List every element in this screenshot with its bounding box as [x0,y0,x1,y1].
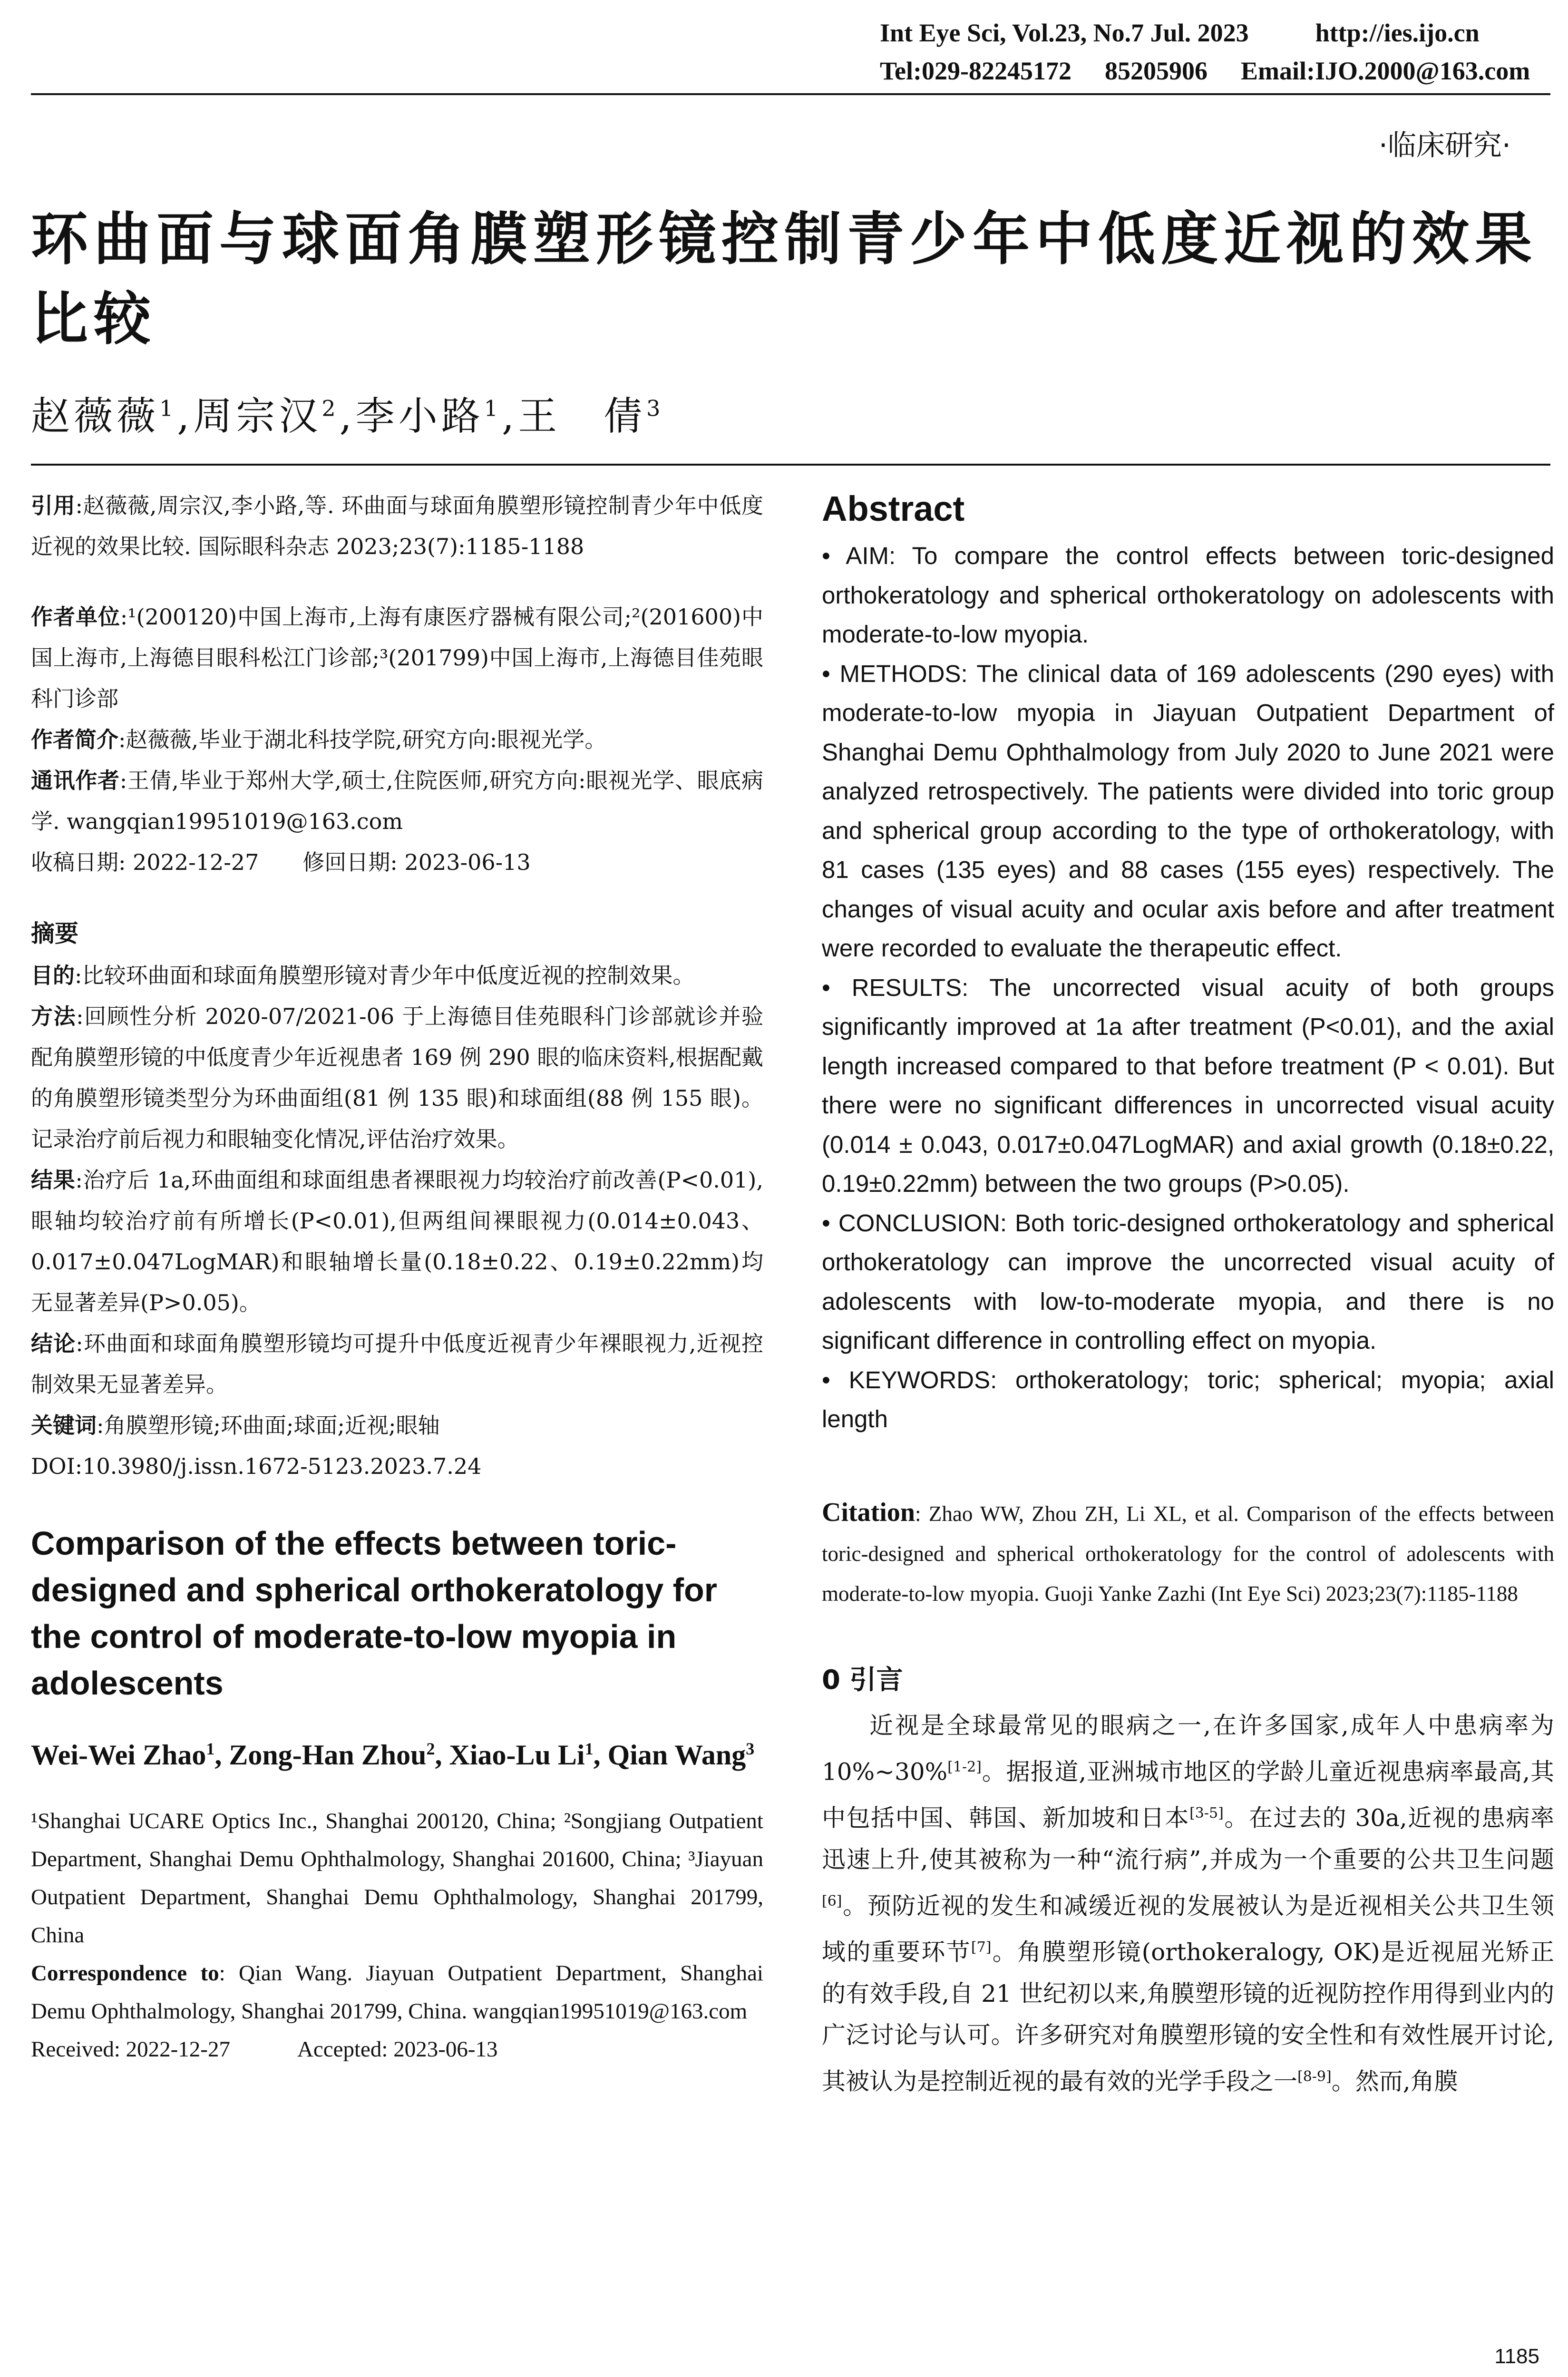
left-column [31,485,763,2068]
citation-text: :赵薇薇,周宗汉,李小路,等. 环曲面与球面角膜塑形镜控制青少年中低度近视的效果比较. 国际眼科杂志 2023;23(7):1185-1188 [31,493,764,559]
author-affil-mark: 1 [159,395,177,421]
reference-mark[interactable]: [7] [971,1939,992,1956]
intro-text: 。在过去的 30a,近视的患病率迅速上升,使其被称为一种“流行病”,并成为一个重要的公共卫生问题 [822,1804,1554,1873]
author-name: 赵薇薇 [31,394,160,439]
doi: DOI:10.3980/j.issn.1672-5123.2023.7.24 [31,1453,482,1479]
intro-text: 。预防近视的发生和减缓近视的发展被认为是近视相关公共卫生领域的重要环节 [822,1892,1554,1967]
cn-affiliation [31,596,763,719]
cn-results [31,1159,763,1323]
correspondence-text: : Qian Wang. Jiayuan Outpatient Department, Shanghai Demu Ophthalmology, Shanghai 201799, China. wangqian19951019@163.com [31,1961,763,2024]
cn-conclusion [31,1323,763,1405]
correspondence-label: Correspondence to [31,1961,219,1986]
journal-url: http://ies.ijo.cn [1315,19,1480,47]
article-title: 环曲面与球面角膜塑形镜控制青少年中低度近视的效果比较 [31,206,1538,352]
reference-mark[interactable]: [8-9] [1297,2068,1332,2085]
keywords-label: 关键词 [31,1413,97,1438]
correspondence-text: :王倩,毕业于郑州大学,硕士,住院医师,研究方向:眼视光学、眼底病学. wangqian19951019@163.com [31,768,764,834]
cn-abstract-heading: 摘要 [31,920,78,947]
author-name: Wei-Wei Zhao [31,1739,206,1771]
author-list: 赵薇薇$^1$,周宗汉$^2$,李小路$^1$,王 倩$^3$ [31,394,664,439]
author-affil-mark: 3 [746,1739,755,1758]
correspondence-label: 通讯作者 [31,768,120,793]
conclusion-label: 结论 [31,1331,76,1356]
citation-text: : Zhao WW, Zhou ZH, Li XL, et al. Comparison of the effects between toric-designed and spherical orthokeratology for the control of adolescents with moderate-to-low myopia. Guoji Yanke Zazhi (Int Eye Sci) 2023;23(7):1185-1188 [822,1501,1554,1606]
cn-author-bio [31,719,763,760]
abstract-methods: • METHODS: The clinical data of 169 adolescents (290 eyes) with moderate-to-low myopia in Jiayuan Outpatient Department of Shanghai Demu Ophthalmology from July 2020 to June 2021 were analyzed retrospectively. The patients were divided into toric group and spherical group according to the type of orthokeratology, with 81 cases (135 eyes) and 88 cases (155 eyes) respectively. The changes of visual acuity and ocular axis before and after treatment were recorded to evaluate the therapeutic effect. [822,660,1554,962]
intro-text: 。据报道,亚洲城市地区的学龄儿童近视患病率最高,其中包括中国、韩国、新加坡和日本 [822,1758,1554,1832]
bio-text: :赵薇薇,毕业于湖北科技学院,研究方向:眼视光学。 [118,727,607,752]
running-header-contact [880,56,1546,86]
page-number: 1185 [1494,2345,1539,2368]
title-rule [31,464,1550,466]
intro-text: 。然而,角膜 [1331,2067,1458,2095]
journal-email: Email:IJO.2000@163.com [1241,57,1530,85]
citation-label: Citation [822,1497,915,1527]
results-label: 结果 [31,1167,76,1193]
reference-mark[interactable]: [6] [822,1892,842,1909]
affiliation-label: 作者单位 [31,604,120,630]
aim-label: 目的 [31,963,75,988]
abstract-keywords: • KEYWORDS: orthokeratology; toric; spherical; myopia; axial length [822,1366,1554,1432]
journal-tel2: 85205906 [1105,57,1208,85]
author-affil-mark: 1 [584,1739,594,1758]
reference-mark[interactable]: [3-5] [1189,1805,1224,1822]
intro-text: 。角膜塑形镜(orthokeralogy, OK)是近视屈光矫正的有效手段,自 21 世纪初以来,角膜塑形镜的近视防控作用得到业内的广泛讨论与认可。许多研究对角膜塑形镜的安全性和有效性展开讨论,其被认为是控制近视的最有效的光学手段之一 [822,1939,1555,2095]
methods-text: :回顾性分析 2020-07/2021-06 于上海德目佳苑眼科门诊部就诊并验配角膜塑形镜的中低度青少年近视患者 169 例 290 眼的临床资料,根据配戴的角膜塑形镜类型分为环曲面组(81 例 135 眼)和球面组(88 例 155 眼)。记录治疗前后视力和眼轴变化情况,评估治疗效果。 [31,1003,764,1152]
english-correspondence [31,1954,763,2030]
author-name: Zong-Han Zhou [229,1739,427,1771]
author-name: 周宗汉 [193,394,322,439]
journal-tel: Tel:029-82245172 [880,57,1071,85]
right-column [822,485,1554,2103]
author-affil-mark: 3 [646,395,664,421]
methods-label: 方法 [31,1003,77,1029]
aim-text: :比较环曲面和球面角膜塑形镜对青少年中低度近视的控制效果。 [75,963,695,988]
cn-methods [31,996,763,1159]
results-text: :治疗后 1a,环曲面组和球面组患者裸眼视力均较治疗前改善(P<0.01),眼轴均较治疗前有所增长(P<0.01),但两组间裸眼视力(0.014±0.043、0.017±0.047LogMAR)和眼轴增长量(0.18±0.22、0.19±0.22mm)均无显著差异(P>0.05)。 [31,1167,763,1315]
abstract-heading: Abstract [822,489,965,528]
author-name: Qian Wang [607,1739,746,1771]
bio-label: 作者简介 [31,727,118,752]
section-label: ·临床研究· [1378,129,1511,162]
english-affiliations: ¹Shanghai UCARE Optics Inc., Shanghai 200120, China; ²Songjiang Outpatient Department, Shanghai Demu Ophthalmology, Shanghai 201600, China; ³Jiayuan Outpatient Department, Shanghai Demu Ophthalmology, Shanghai 201799, China [31,1809,763,1948]
english-dates: Received: 2022-12-27 Accepted: 2023-06-13 [31,2037,498,2062]
cn-citation [31,485,763,567]
cn-correspondence [31,760,763,842]
author-affil-mark: 2 [321,395,340,421]
english-title: Comparison of the effects between toric-designed and spherical orthokeratology for the control of moderate-to-low myopia in adolescents [31,1525,718,1702]
cn-aim [31,955,763,996]
reference-mark[interactable]: [1-2] [947,1758,982,1775]
author-name: Xiao-Lu Li [449,1739,585,1771]
introduction-heading: 0 引言 [822,1664,903,1695]
running-header-journal [880,18,1546,48]
author-name: 王 倩 [518,394,647,439]
introduction-paragraph [822,1705,1554,2103]
affiliation-text: :¹(200120)中国上海市,上海有康医疗器械有限公司;²(201600)中国上海市,上海德目眼科松江门诊部;³(201799)中国上海市,上海德目佳苑眼科门诊部 [31,604,764,711]
keywords-text: :角膜塑形镜;环曲面;球面;近视;眼轴 [97,1413,440,1438]
author-affil-mark: 1 [206,1739,215,1758]
english-citation [822,1492,1554,1614]
english-author-list: Wei-Wei Zhao$^1$, Zong-Han Zhou$^2$, Xiao-Lu Li$^1$, Qian Wang$^3$ [31,1739,755,1771]
citation-label: 引用 [31,493,76,518]
header-rule [31,93,1550,95]
abstract-aim: • AIM: To compare the control effects between toric-designed orthokeratology and spherical orthokeratology on adolescents with moderate-to-low myopia. [822,542,1554,648]
conclusion-text: :环曲面和球面角膜塑形镜均可提升中低度近视青少年裸眼视力,近视控制效果无显著差异。 [31,1331,763,1397]
author-affil-mark: 1 [484,395,502,421]
abstract-conclusion: • CONCLUSION: Both toric-designed orthokeratology and spherical orthokeratology can improve the uncorrected visual acuity of adolescents with low-to-moderate myopia, and there is no significant difference in controlling effect on myopia. [822,1209,1554,1354]
journal-citation: Int Eye Sci, Vol.23, No.7 Jul. 2023 [880,19,1249,47]
abstract-results: • RESULTS: The uncorrected visual acuity of both groups significantly improved at 1a after treatment (P<0.01), and the axial length increased compared to that before treatment (P < 0.01). But there were no significant differences in uncorrected visual acuity (0.014 ± 0.043, 0.017±0.047LogMAR) and axial growth (0.18±0.22, 0.19±0.22mm) between the two groups (P>0.05). [822,974,1554,1197]
author-name: 李小路 [355,394,484,439]
author-affil-mark: 2 [426,1739,435,1758]
cn-keywords [31,1405,763,1446]
cn-dates: 收稿日期: 2022-12-27 修回日期: 2023-06-13 [31,849,531,875]
intro-text: 近视是全球最常见的眼病之一,在许多国家,成年人中患病率为 10%~30% [822,1711,1554,1786]
